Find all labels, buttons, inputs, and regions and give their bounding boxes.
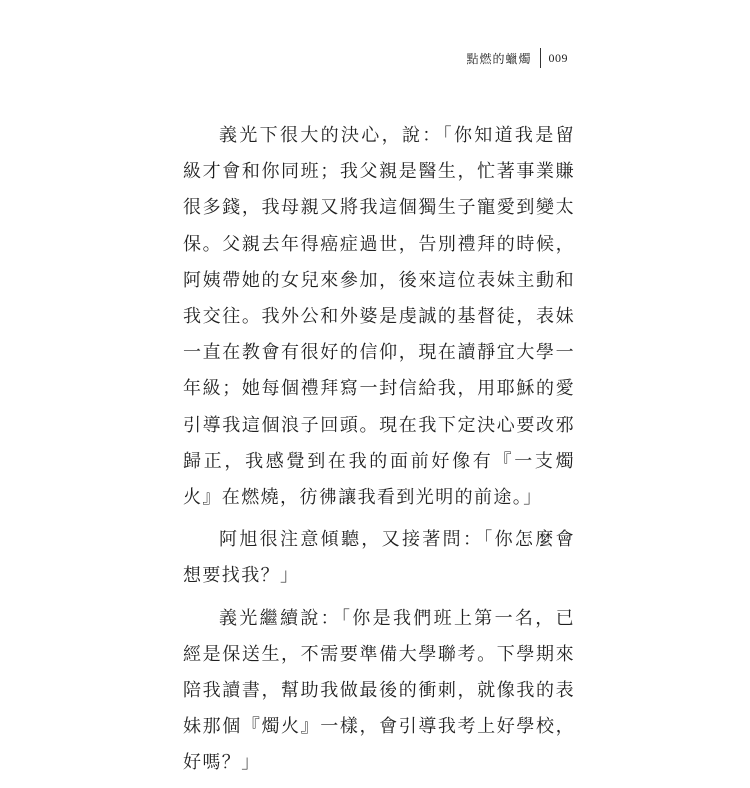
header-divider: [540, 48, 541, 68]
running-head: [466, 47, 568, 69]
book-title: 點燃的蠟燭: [466, 51, 532, 66]
paragraph-3: 義光繼續說：「你是我們班上第一名，已經是保送生，不需要準備大學聯考。下學期來陪我讀書，幫助我做最後的衝刺，就像我的表妹那個『燭火』一樣，會引導我考上好學校，好嗎？」: [183, 607, 575, 774]
body-text: [183, 118, 575, 788]
page-number: 009: [548, 50, 568, 65]
paragraph-1: 義光下很大的決心，說：「你知道我是留級才會和你同班；我父親是醫生，忙著事業賺很多錢，我母親又將我這個獨生子寵愛到變太保。父親去年得癌症過世，告別禮拜的時候，阿姨帶她的女兒來參加，後來這位表妹主動和我交往。我外公和外婆是虔誠的基督徒，表妹一直在教會有很好的信仰，現在讀靜宜大學一年級；她每個禮拜寫一封信給我，用耶穌的愛引導我這個浪子回頭。現在我下定決心要改邪歸正，我感覺到在我的面前好像有『一支燭火』在燃燒，彷彿讓我看到光明的前途。」: [183, 125, 575, 509]
paragraph-2: 阿旭很注意傾聽，又接著問：「你怎麼會想要找我？」: [183, 529, 575, 587]
